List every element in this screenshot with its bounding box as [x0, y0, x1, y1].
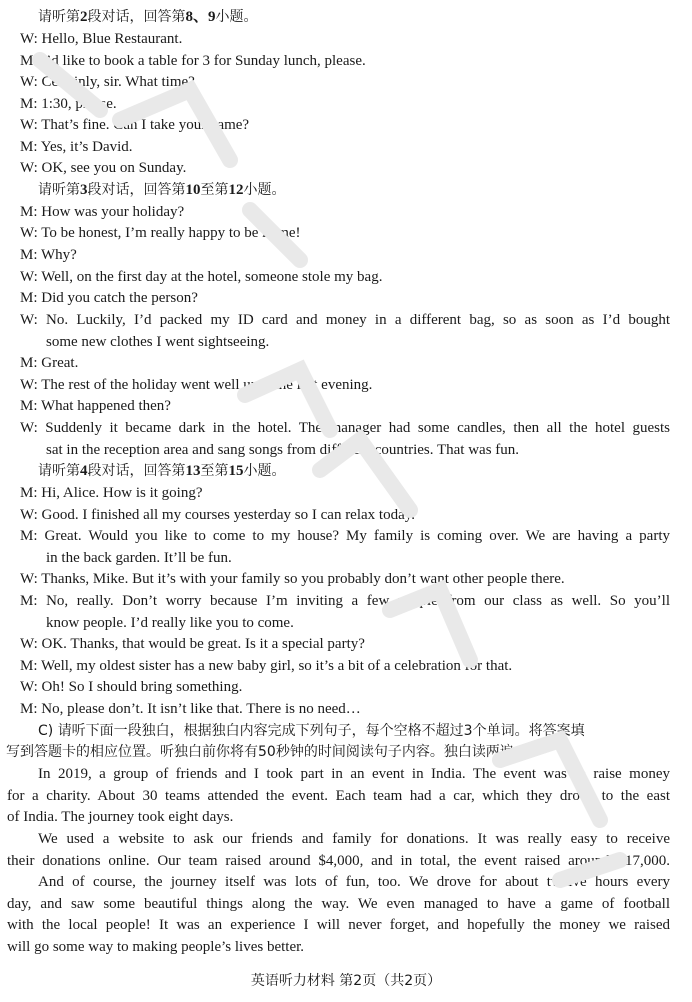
- monologue-line: day, and saw some beautiful things along the way. We even managed to have a game of football: [7, 896, 670, 912]
- dialogue-line: M: No, really. Don’t worry because I’m inviting a few people from our class as well. So you’ll: [20, 593, 670, 609]
- dialogue-continuation: sat in the reception area and sang songs from different countries. That was fun.: [46, 442, 520, 458]
- dialogue-line: M: 1:30, please.: [20, 96, 117, 112]
- monologue-line: their donations online. Our team raised around $4,000, and in total, the event raised around $17,000.: [7, 853, 670, 869]
- dialogue-line: M: What happened then?: [20, 398, 171, 414]
- dialogue-line: W: Well, on the first day at the hotel, someone stole my bag.: [20, 269, 383, 285]
- dialogue-line: M: I’d like to book a table for 3 for Sunday lunch, please.: [20, 53, 366, 69]
- monologue-line: of India. The journey took eight days.: [7, 809, 234, 825]
- monologue-line: for a charity. About 30 teams attended the event. Each team had a car, which they drove to the east: [7, 788, 670, 804]
- dialogue-line: W: Oh! So I should bring something.: [20, 679, 243, 695]
- dialogue-line: M: Great. Would you like to come to my house? My family is coming over. We are having a party: [20, 528, 670, 544]
- dialogue-line: W: The rest of the holiday went well until the last evening.: [20, 377, 373, 393]
- dialogue-line: W: OK. Thanks, that would be great. Is it a special party?: [20, 636, 365, 652]
- monologue-line: And of course, the journey itself was lots of fun, too. We drove for about twelve hours every: [38, 874, 670, 890]
- monologue-line: We used a website to ask our friends and family for donations. It was really easy to receive: [38, 831, 670, 847]
- dialogue-line: W: That’s fine. Can I take your name?: [20, 117, 250, 133]
- monologue-line: will go some way to making people’s lives better.: [7, 939, 305, 955]
- dialogue-line: W: Suddenly it became dark in the hotel. The manager had some candles, then all the hotel guests: [20, 420, 670, 436]
- dialogue-continuation: some new clothes I went sightseeing.: [46, 334, 270, 350]
- dialogue-line: M: Yes, it’s David.: [20, 139, 133, 155]
- dialogue-line: W: OK, see you on Sunday.: [20, 160, 187, 176]
- dialogue-line: M: Why?: [20, 247, 77, 263]
- section-c-instruction: C) 请听下面一段独白，根据独白内容完成下列句子，每个空格不超过3个单词。将答案填: [38, 723, 585, 739]
- section-c-instruction: 写到答题卡的相应位置。听独白前你将有50秒钟的时间阅读句子内容。独白读两遍。: [6, 744, 528, 760]
- dialogue-line: W: Hello, Blue Restaurant.: [20, 31, 183, 47]
- dialogue-line: W: Good. I finished all my courses yesterday so I can relax today.: [20, 507, 416, 523]
- monologue-line: In 2019, a group of friends and I took part in an event in India. The event was to raise money: [38, 766, 670, 782]
- monologue-line: with the local people! It was an experience I will never forget, and hopefully the money we raised: [7, 917, 670, 933]
- dialogue-line: M: Great.: [20, 355, 79, 371]
- dialogue-line: W: Thanks, Mike. But it’s with your family so you probably don’t want other people there.: [20, 571, 565, 587]
- dialogue-line: M: No, please don’t. It isn’t like that. There is no need…: [20, 701, 361, 717]
- dialogue-line: W: Certainly, sir. What time?: [20, 74, 195, 90]
- section-4-heading: 请听第4段对话，回答第13至第15小题。: [38, 463, 286, 479]
- dialogue-line: M: Hi, Alice. How is it going?: [20, 485, 203, 501]
- dialogue-line: M: How was your holiday?: [20, 204, 185, 220]
- page-footer: 英语听力材料 第2页（共2页）: [250, 973, 442, 989]
- dialogue-continuation: know people. I’d really like you to come.: [46, 615, 294, 631]
- dialogue-line: M: Well, my oldest sister has a new baby girl, so it’s a bit of a celebration for that.: [20, 658, 513, 674]
- dialogue-line: M: Did you catch the person?: [20, 290, 198, 306]
- dialogue-line: W: No. Luckily, I’d packed my ID card and money in a different bag, so as soon as I’d bought: [20, 312, 670, 328]
- section-3-heading: 请听第3段对话，回答第10至第12小题。: [38, 182, 286, 198]
- section-2-heading: 请听第2段对话，回答第8、9小题。: [38, 9, 258, 25]
- dialogue-continuation: in the back garden. It’ll be fun.: [46, 550, 232, 566]
- dialogue-line: W: To be honest, I’m really happy to be home!: [20, 225, 301, 241]
